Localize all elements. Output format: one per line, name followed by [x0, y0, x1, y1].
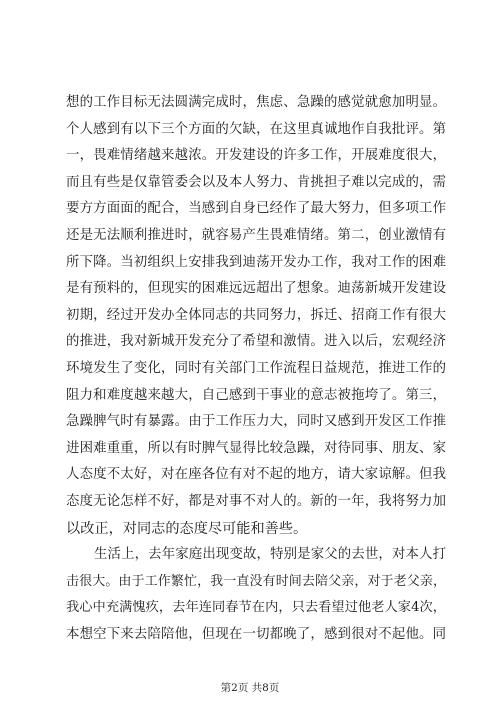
text-line: 初期，经过开发办全体同志的共同努力，拆迁、招商工作有很大 [66, 307, 446, 323]
body-text [66, 90, 446, 648]
text-line: 进困难重重，所以有时脾气显得比较急躁，对待同事、朋友、家 [66, 440, 446, 456]
page-footer: 第2页 共8页 [220, 682, 280, 694]
text-line: 所下降。当初组织上安排我到迪荡开发办工作，我对工作的困难 [66, 254, 446, 270]
text-line: 以改正，对同志的态度尽可能和善些。 [66, 520, 308, 537]
text-line: 要方方面面的配合，当感到自身已经作了最大努力，但多项工作 [66, 201, 446, 217]
text-line: 我心中充满愧疚，去年连同春节在内，只去看望过他老人家4次， [66, 600, 446, 616]
text-line: 想的工作目标无法圆满完成时，焦虑、急躁的感觉就愈加明显。 [66, 95, 446, 110]
text-line: 人态度不太好，对在座各位有对不起的地方，请大家谅解。但我 [66, 467, 446, 483]
text-line: 击很大。由于工作繁忙，我一直没有时间去陪父亲，对于老父亲， [66, 573, 446, 589]
text-line: 阻力和难度越来越大，自己感到干事业的意志被拖垮了。第三， [66, 387, 446, 403]
text-line: 个人感到有以下三个方面的欠缺，在这里真诚地作自我批评。第 [66, 121, 446, 137]
text-line: 环境发生了变化，同时有关部门工作流程日益规范，推进工作的 [66, 360, 446, 376]
text-line: 而且有些是仅靠管委会以及本人努力、肯挑担子难以完成的，需 [66, 174, 446, 190]
text-line: 急躁脾气时有暴露。由于工作压力大，同时又感到开发区工作推 [66, 414, 446, 430]
text-line: 的推进，我对新城开发充分了希望和激情。进入以后，宏观经济 [66, 334, 446, 350]
text-line: 还是无法顺利推进时，就容易产生畏难情绪。第二，创业激情有 [66, 227, 446, 243]
text-line: 是有预料的，但现实的困难远远超出了想象。迪荡新城开发建设 [66, 281, 446, 297]
text-line: 本想空下来去陪陪他，但现在一切都晚了，感到很对不起他。同 [66, 626, 446, 642]
paragraph-start-line: 生活上，去年家庭出现变故，特别是家父的去世，对本人打 [94, 547, 446, 563]
text-line: 态度无论怎样不好，都是对事不对人的。新的一年，我将努力加 [66, 493, 446, 509]
text-line: 一，畏难情绪越来越浓。开发建设的许多工作，开展难度很大， [66, 148, 446, 164]
